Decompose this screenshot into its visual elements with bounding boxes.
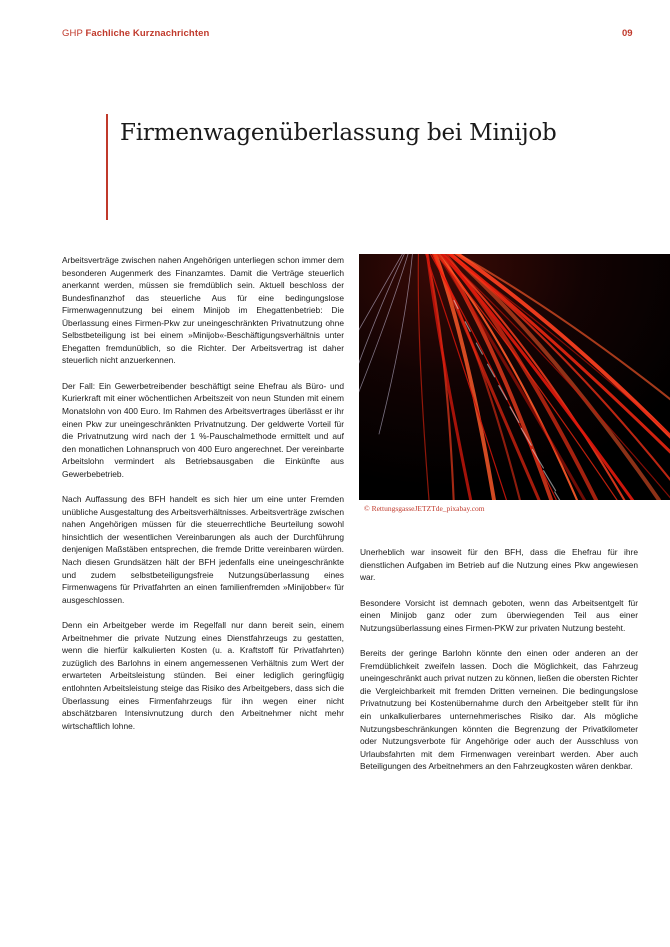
page-number: 09 xyxy=(622,28,633,39)
photo-credit: © RettungsgasseJETZTde_pixabay.com xyxy=(364,504,485,513)
paragraph: Besondere Vorsicht ist demnach geboten, wenn das Arbeitsentgelt für einen Minijob ganz oder zum überwiegenden Teil aus einer Nutzungsüberlassung eines Firmen-PKW zur privaten Nutzung besteht. xyxy=(360,597,638,633)
paragraph: Bereits der geringe Barlohn könnte den einen oder anderen an der Fremdüblichkeit zweifeln lassen. Doch die Möglichkeit, das Fahrzeug uneingeschränkt auch privat nutzen zu können, ließen die obersten Richter die Vergleichbarkeit mit fremden Dritten verneinen. Die bedingungslose Privatnutzung bei Kostenübernahme durch den Arbeitgeber stellt für ihn ein unkalkulierbares unternehmerisches Risiko dar. Als mögliche Nutzungsbeschränkungen könnten die Begrenzung der Privatkilometer oder Nutzungsverbote für Angehörige oder auch der Ausschluss von Urlaubsfahrten mit dem Firmenwagen vereinbart werden. Aber auch Beteiligungen des Arbeitnehmers an den Fahrzeugkosten wären denkbar. xyxy=(360,648,638,772)
running-header xyxy=(62,28,209,39)
light-trails-image xyxy=(359,254,670,500)
left-text-column xyxy=(62,254,344,745)
section-label: Fachliche Kurznachrichten xyxy=(85,28,210,39)
right-text-column xyxy=(360,546,638,786)
paragraph: Nach Auffassung des BFH handelt es sich hier um eine unter Fremden unübliche Ausgestaltung des Arbeitsverhältnisses. Arbeitsverträge zwischen nahen Angehörigen müssen für die steuerrechtliche Beurteilung sowohl hinsichtlich der wesentlichen Vereinbarungen als auch der Durchführung denjenigen Maßstäben entsprechen, die fremde Dritte vereinbaren würden. Nach diesen Grundsätzen hält der BFH jedenfalls eine uneingeschränkte und zudem selbstbeteiligungsfreie Nutzungsüberlassung eines Firmenwagens für Privatfahrten an einen familienfremden »Minijobber« für ausgeschlossen. xyxy=(62,494,344,605)
title-accent-rule xyxy=(106,114,108,220)
article-title: Firmenwagenüberlassung bei Minijob xyxy=(120,120,557,146)
paragraph: Der Fall: Ein Gewerbetreibender beschäftigt seine Ehefrau als Büro- und Kurierkraft mit einer wöchentlichen Arbeitszeit von neun Stunden mit einem Monatslohn von 400 Euro. Im Rahmen des Arbeitsvertrages überlässt er ihr einen Pkw zur uneingeschränkten Privatnutzung. Der geldwerte Vorteil für die Privatnutzung wird nach der 1 %-Pauschalmethode ermittelt und auf den monatlichen Lohnanspruch von 400 Euro angerechnet. Der vereinbarte Arbeitslohn vermindert als Betriebsausgaben die Einkünfte aus Gewerbebetrieb. xyxy=(62,380,344,479)
paragraph: Arbeitsverträge zwischen nahen Angehörigen unterliegen schon immer dem besonderen Augenmerk des Finanzamtes. Damit die Verträge steuerlich anerkannt werden, müssen sie fremdüblich sein. Aktuell beschloss der Bundesfinanzhof das steuerliche Aus für eine bedingungslose Firmenwagennutzung bei einem Minijob im Ehegattenbetrieb: Die Überlassung eines Firmen-Pkw zur uneingeschränkten Privatnutzung ohne Selbstbeteiligung ist bei einem »Minijob«-Beschäftigungsverhältnis unter Ehegatten fremdunüblich, so die Richter. Der Arbeitsvertrag ist daher steuerlich nicht anzuerkennen. xyxy=(62,255,344,366)
brand-label: GHP xyxy=(62,28,83,39)
paragraph: Denn ein Arbeitgeber werde im Regelfall nur dann bereit sein, einem Arbeitnehmer die private Nutzung eines Dienstfahrzeugs zu gestatten, wenn die hierfür kalkulierten Kosten (u. a. Kraftstoff für Privatfahrten) zuzüglich des Barlohns in einem angemessenen Verhältnis zum Wert der erwarteten Arbeitsleistung stünden. Bei einer lediglich geringfügig entlohnten Arbeitsleistung steige das Risiko des Arbeitgebers, dass sich die Überlassung eines Firmenfahrzeugs für ihn wegen einer nicht abschätzbaren Intensivnutzung durch den Arbeitnehmer nicht mehr wirtschaftlich lohne. xyxy=(62,620,344,731)
highway-light-trails-photo xyxy=(359,254,670,500)
paragraph: Unerheblich war insoweit für den BFH, dass die Ehefrau für ihre dienstlichen Aufgaben im Betrieb auf die Nutzung eines Pkw angewiesen war. xyxy=(360,547,638,583)
